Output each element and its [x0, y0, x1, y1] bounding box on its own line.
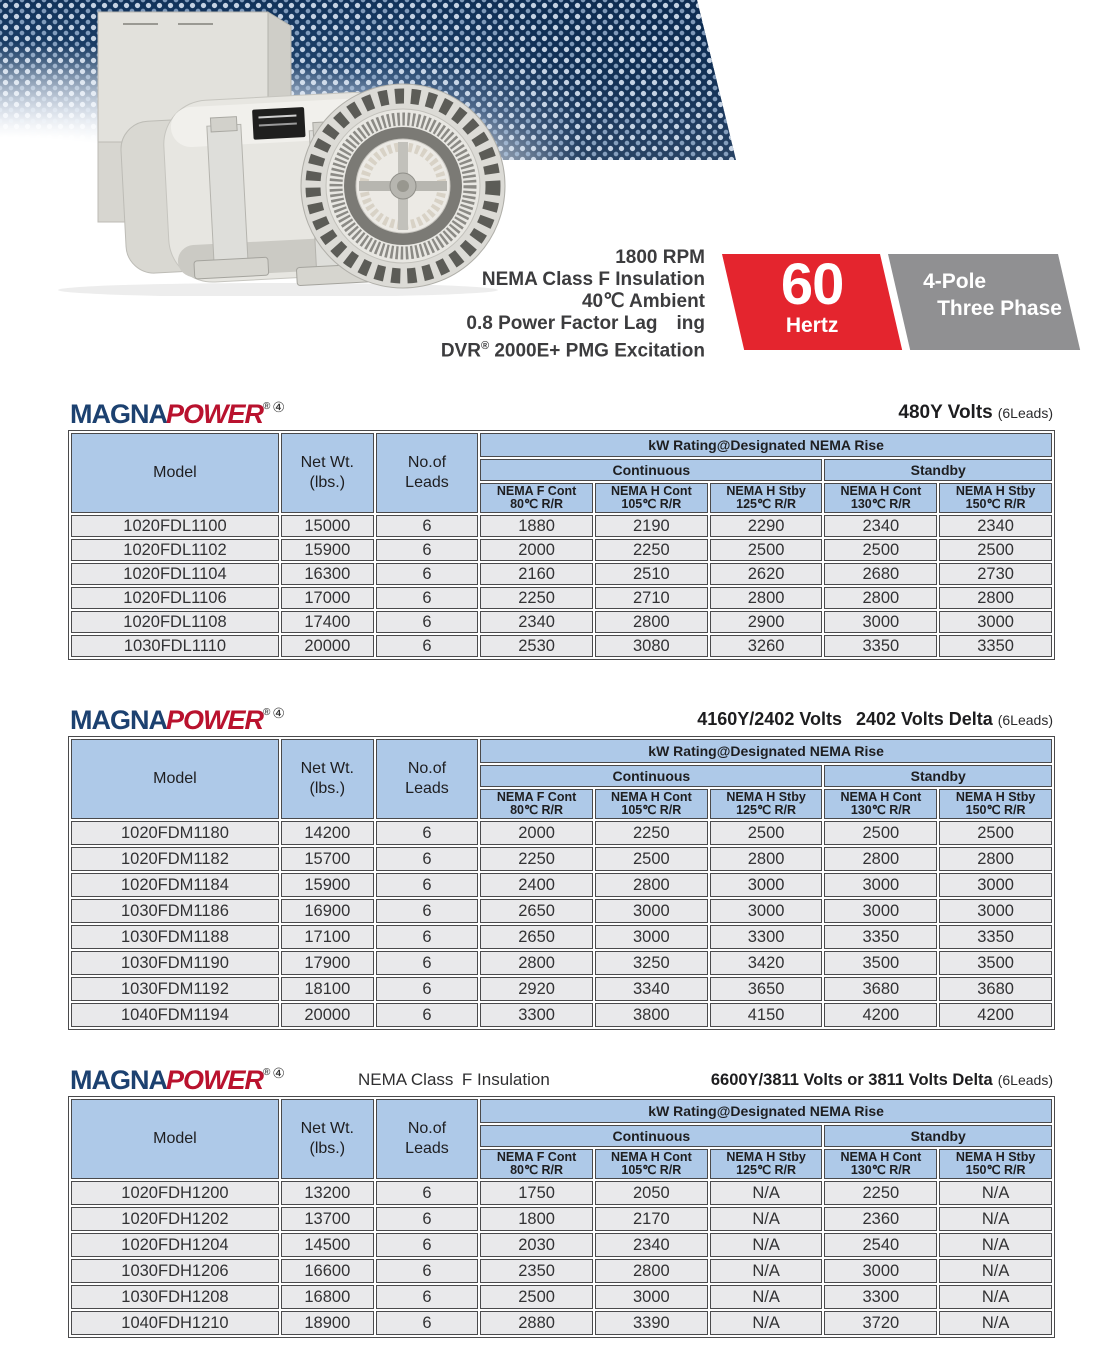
col-header-nema-rating: NEMA H Stby 150℃ R/R: [939, 789, 1052, 819]
model-cell: 1020FDL1100: [71, 515, 279, 537]
value-cell: 2510: [595, 563, 708, 585]
table-row: [71, 1003, 1052, 1027]
value-cell: 3000: [595, 1285, 708, 1309]
value-cell: 2250: [480, 847, 593, 871]
value-cell: 2800: [595, 611, 708, 633]
col-header-model: Model: [71, 739, 279, 819]
value-cell: 2400: [480, 873, 593, 897]
logo-circled-4: ④: [272, 1065, 285, 1081]
value-cell: 3000: [939, 899, 1052, 923]
value-cell: 3420: [710, 951, 823, 975]
value-cell: 16800: [281, 1285, 374, 1309]
value-cell: 2650: [480, 899, 593, 923]
value-cell: 6: [376, 1207, 479, 1231]
value-cell: 3340: [595, 977, 708, 1001]
col-header-nema-rating: NEMA H Cont 130℃ R/R: [824, 483, 937, 513]
model-cell: 1030FDM1190: [71, 951, 279, 975]
value-cell: 2350: [480, 1259, 593, 1283]
value-cell: 3350: [824, 925, 937, 949]
table-row: [71, 1311, 1052, 1335]
value-cell: 3000: [824, 873, 937, 897]
value-cell: 3000: [824, 611, 937, 633]
logo-registered-mark: ®: [263, 401, 271, 412]
header-kw-rating: kW Rating@Designated NEMA Rise: [480, 739, 1052, 763]
voltage-title: [898, 402, 1053, 424]
value-cell: 2800: [824, 847, 937, 871]
value-cell: 6: [376, 1311, 479, 1335]
logo-circled-4: ④: [272, 705, 285, 721]
value-cell: 2540: [824, 1233, 937, 1257]
voltage-title: [711, 1071, 1053, 1090]
logo-power: POWER: [166, 399, 264, 429]
model-cell: 1020FDL1106: [71, 587, 279, 609]
spec-block: [441, 247, 705, 362]
value-cell: 4200: [939, 1003, 1052, 1027]
value-cell: 2650: [480, 925, 593, 949]
table-row: [71, 1207, 1052, 1231]
value-cell: 2030: [480, 1233, 593, 1257]
value-cell: 2500: [939, 821, 1052, 845]
table-row: [71, 635, 1052, 657]
value-cell: 3000: [710, 873, 823, 897]
logo-power: POWER: [166, 705, 264, 735]
value-cell: 13200: [281, 1181, 374, 1205]
header-row-1: [71, 1099, 1052, 1123]
logo-registered-mark: ®: [263, 1067, 271, 1078]
value-cell: 3300: [824, 1285, 937, 1309]
value-cell: N/A: [939, 1207, 1052, 1231]
col-header-leads: No.of Leads: [376, 1099, 479, 1179]
value-cell: N/A: [939, 1285, 1052, 1309]
value-cell: 2500: [710, 539, 823, 561]
spec-line: NEMA Class F Insulation: [481, 269, 705, 290]
model-cell: 1030FDM1188: [71, 925, 279, 949]
value-cell: N/A: [710, 1181, 823, 1205]
value-cell: N/A: [710, 1285, 823, 1309]
hertz-value: 60: [780, 252, 844, 317]
pole-line1: 4-Pole: [923, 270, 987, 293]
value-cell: 17900: [281, 951, 374, 975]
table-row: [71, 977, 1052, 1001]
col-header-nema-rating: NEMA H Stby 125℃ R/R: [710, 789, 823, 819]
value-cell: 2920: [480, 977, 593, 1001]
model-cell: 1030FDH1206: [71, 1259, 279, 1283]
section-480y: [68, 392, 1055, 660]
value-cell: 2250: [595, 539, 708, 561]
value-cell: 16900: [281, 899, 374, 923]
section-head: [68, 392, 1055, 430]
value-cell: 17000: [281, 587, 374, 609]
value-cell: 2250: [480, 587, 593, 609]
value-cell: 6: [376, 563, 479, 585]
value-cell: 2800: [824, 587, 937, 609]
value-cell: 13700: [281, 1207, 374, 1231]
value-cell: 2500: [939, 539, 1052, 561]
value-cell: N/A: [939, 1181, 1052, 1205]
value-cell: N/A: [939, 1311, 1052, 1335]
value-cell: 15700: [281, 847, 374, 871]
value-cell: 2500: [595, 847, 708, 871]
spec-line-list: [441, 247, 705, 335]
leads-note: (6Leads): [997, 712, 1053, 728]
ratings-table-4160y-frame: [68, 736, 1055, 1030]
value-cell: 2730: [939, 563, 1052, 585]
col-header-model: Model: [71, 1099, 279, 1179]
model-cell: 1020FDL1102: [71, 539, 279, 561]
value-cell: 3000: [595, 925, 708, 949]
pole-line2: Three Phase: [937, 297, 1062, 320]
value-cell: 3000: [595, 899, 708, 923]
value-cell: 6: [376, 635, 479, 657]
value-cell: 2620: [710, 563, 823, 585]
magnapower-logo: [70, 1059, 285, 1094]
spec-line: 40℃ Ambient: [581, 291, 705, 312]
value-cell: 6: [376, 821, 479, 845]
dvr-text: DVR: [440, 340, 481, 362]
table-row: [71, 925, 1052, 949]
model-cell: 1020FDH1202: [71, 1207, 279, 1231]
value-cell: 3000: [824, 1259, 937, 1283]
table-row: [71, 899, 1052, 923]
model-cell: 1040FDM1194: [71, 1003, 279, 1027]
section-6600y: [68, 1058, 1055, 1338]
header-continuous: Continuous: [480, 1125, 822, 1147]
value-cell: 2340: [824, 515, 937, 537]
model-cell: 1020FDM1182: [71, 847, 279, 871]
value-cell: 2710: [595, 587, 708, 609]
value-cell: 2250: [824, 1181, 937, 1205]
value-cell: 6: [376, 847, 479, 871]
model-cell: 1020FDH1204: [71, 1233, 279, 1257]
value-cell: 3000: [710, 899, 823, 923]
col-header-net-weight: Net Wt. (lbs.): [281, 739, 374, 819]
col-header-net-weight: Net Wt. (lbs.): [281, 433, 374, 513]
value-cell: 2170: [595, 1207, 708, 1231]
value-cell: 17100: [281, 925, 374, 949]
logo-registered-mark: ®: [263, 707, 271, 718]
value-cell: 2800: [480, 951, 593, 975]
value-cell: 16300: [281, 563, 374, 585]
col-header-nema-rating: NEMA F Cont 80℃ R/R: [480, 789, 593, 819]
table-row: [71, 539, 1052, 561]
value-cell: 6: [376, 899, 479, 923]
value-cell: 2900: [710, 611, 823, 633]
section-head: [68, 1058, 1055, 1096]
value-cell: N/A: [710, 1259, 823, 1283]
value-cell: 3350: [939, 635, 1052, 657]
table-row: [71, 611, 1052, 633]
header-standby: Standby: [824, 765, 1052, 787]
value-cell: 2360: [824, 1207, 937, 1231]
magnapower-logo: [70, 699, 285, 734]
value-cell: 17400: [281, 611, 374, 633]
pole-badge-inner: [899, 254, 1069, 350]
table-row: [71, 873, 1052, 897]
value-cell: 6: [376, 977, 479, 1001]
value-cell: 3000: [824, 899, 937, 923]
value-cell: 2530: [480, 635, 593, 657]
value-cell: 3650: [710, 977, 823, 1001]
value-cell: 6: [376, 539, 479, 561]
value-cell: N/A: [710, 1207, 823, 1231]
model-cell: 1020FDM1180: [71, 821, 279, 845]
header-kw-rating: kW Rating@Designated NEMA Rise: [480, 433, 1052, 457]
col-header-leads: No.of Leads: [376, 433, 479, 513]
table-row: [71, 515, 1052, 537]
voltage-title-text: 480Y Volts: [898, 402, 993, 423]
table-row: [71, 821, 1052, 845]
value-cell: 3350: [939, 925, 1052, 949]
value-cell: 6: [376, 925, 479, 949]
value-cell: 2500: [710, 821, 823, 845]
value-cell: 2500: [824, 539, 937, 561]
col-header-nema-rating: NEMA F Cont 80℃ R/R: [480, 1149, 593, 1179]
value-cell: 2800: [939, 847, 1052, 871]
value-cell: 2250: [595, 821, 708, 845]
value-cell: 3000: [939, 611, 1052, 633]
spec-line: 0.8 Power Factor Lag ing: [466, 313, 705, 334]
value-cell: 18100: [281, 977, 374, 1001]
header-kw-rating: kW Rating@Designated NEMA Rise: [480, 1099, 1052, 1123]
logo-magna: MAGNA: [70, 399, 167, 429]
value-cell: N/A: [939, 1259, 1052, 1283]
logo-circled-4: ④: [272, 399, 285, 415]
model-cell: 1030FDM1186: [71, 899, 279, 923]
value-cell: 14500: [281, 1233, 374, 1257]
value-cell: 2800: [595, 1259, 708, 1283]
value-cell: 2500: [824, 821, 937, 845]
col-header-nema-rating: NEMA H Cont 105℃ R/R: [595, 789, 708, 819]
header-row-1: [71, 433, 1052, 457]
header-continuous: Continuous: [480, 459, 822, 481]
leads-note: (6Leads): [997, 1072, 1053, 1088]
value-cell: 6: [376, 587, 479, 609]
hertz-badge-inner: [733, 254, 891, 350]
value-cell: 6: [376, 1259, 479, 1283]
spec-line: 1800 RPM: [615, 247, 705, 268]
value-cell: 6: [376, 873, 479, 897]
value-cell: 15900: [281, 873, 374, 897]
value-cell: 1800: [480, 1207, 593, 1231]
table-row: [71, 1181, 1052, 1205]
spec-line-dvr: [441, 335, 705, 362]
value-cell: 18900: [281, 1311, 374, 1335]
model-cell: 1020FDL1108: [71, 611, 279, 633]
table-row: [71, 847, 1052, 871]
value-cell: 6: [376, 515, 479, 537]
value-cell: 1880: [480, 515, 593, 537]
value-cell: 6: [376, 611, 479, 633]
col-header-nema-rating: NEMA H Stby 125℃ R/R: [710, 483, 823, 513]
value-cell: 2680: [824, 563, 937, 585]
table-body: [71, 1181, 1052, 1335]
header-continuous: Continuous: [480, 765, 822, 787]
value-cell: N/A: [710, 1311, 823, 1335]
col-header-nema-rating: NEMA H Cont 130℃ R/R: [824, 789, 937, 819]
value-cell: 2340: [480, 611, 593, 633]
ratings-table-6600y-frame: [68, 1096, 1055, 1338]
voltage-title: [697, 709, 1053, 730]
voltage-title-text: 6600Y/3811 Volts or 3811 Volts Delta: [710, 1071, 993, 1089]
value-cell: 3720: [824, 1311, 937, 1335]
pole-badge: [888, 254, 1080, 350]
ratings-table-4160y: [69, 737, 1054, 1029]
value-cell: 2160: [480, 563, 593, 585]
value-cell: 2340: [939, 515, 1052, 537]
value-cell: 3680: [824, 977, 937, 1001]
table-header: [71, 433, 1052, 513]
value-cell: 3390: [595, 1311, 708, 1335]
value-cell: 14200: [281, 821, 374, 845]
table-row: [71, 1233, 1052, 1257]
hertz-unit: Hertz: [785, 314, 839, 337]
model-cell: 1040FDH1210: [71, 1311, 279, 1335]
value-cell: 2290: [710, 515, 823, 537]
table-row: [71, 1259, 1052, 1283]
value-cell: 2340: [595, 1233, 708, 1257]
value-cell: 3300: [710, 925, 823, 949]
model-cell: 1020FDH1200: [71, 1181, 279, 1205]
header-standby: Standby: [824, 1125, 1052, 1147]
section-4160y: [68, 698, 1055, 1030]
col-header-model: Model: [71, 433, 279, 513]
value-cell: 2050: [595, 1181, 708, 1205]
table-row: [71, 1285, 1052, 1309]
value-cell: 3260: [710, 635, 823, 657]
table-body: [71, 515, 1052, 657]
value-cell: 2000: [480, 539, 593, 561]
value-cell: 6: [376, 1181, 479, 1205]
model-cell: 1030FDM1192: [71, 977, 279, 1001]
value-cell: 6: [376, 1003, 479, 1027]
value-cell: 15900: [281, 539, 374, 561]
table-row: [71, 951, 1052, 975]
model-cell: 1020FDL1104: [71, 563, 279, 585]
magnapower-logo: [70, 393, 285, 428]
ratings-table-480y: [69, 431, 1054, 659]
table-body: [71, 821, 1052, 1027]
col-header-nema-rating: NEMA F Cont 80℃ R/R: [480, 483, 593, 513]
model-cell: 1030FDL1110: [71, 635, 279, 657]
col-header-nema-rating: NEMA H Stby 125℃ R/R: [710, 1149, 823, 1179]
hertz-badge: [722, 254, 902, 350]
value-cell: 3350: [824, 635, 937, 657]
value-cell: 4200: [824, 1003, 937, 1027]
table-header: [71, 739, 1052, 819]
col-header-nema-rating: NEMA H Cont 130℃ R/R: [824, 1149, 937, 1179]
value-cell: N/A: [710, 1233, 823, 1257]
value-cell: 3500: [939, 951, 1052, 975]
insulation-class-label: NEMA Class F Insulation: [358, 1070, 550, 1089]
ratings-table-6600y: [69, 1097, 1054, 1337]
model-cell: 1030FDH1208: [71, 1285, 279, 1309]
value-cell: 2880: [480, 1311, 593, 1335]
value-cell: 2500: [480, 1285, 593, 1309]
col-header-nema-rating: NEMA H Stby 150℃ R/R: [939, 483, 1052, 513]
col-header-nema-rating: NEMA H Cont 105℃ R/R: [595, 1149, 708, 1179]
value-cell: 2000: [480, 821, 593, 845]
value-cell: 3250: [595, 951, 708, 975]
value-cell: 20000: [281, 1003, 374, 1027]
logo-magna: MAGNA: [70, 705, 167, 735]
value-cell: 4150: [710, 1003, 823, 1027]
leads-note: (6Leads): [997, 405, 1053, 421]
value-cell: 2190: [595, 515, 708, 537]
value-cell: 6: [376, 1285, 479, 1309]
value-cell: 16600: [281, 1259, 374, 1283]
col-header-nema-rating: NEMA H Stby 150℃ R/R: [939, 1149, 1052, 1179]
table-row: [71, 563, 1052, 585]
header-row-1: [71, 739, 1052, 763]
value-cell: 2800: [939, 587, 1052, 609]
value-cell: 3080: [595, 635, 708, 657]
value-cell: 3500: [824, 951, 937, 975]
value-cell: N/A: [939, 1233, 1052, 1257]
table-header: [71, 1099, 1052, 1179]
value-cell: 3680: [939, 977, 1052, 1001]
voltage-title-text: 4160Y/2402 Volts 2402 Volts Delta: [697, 709, 993, 729]
dvr-suffix-text: 2000E+ PMG Excitation: [489, 340, 705, 362]
value-cell: 2800: [710, 587, 823, 609]
value-cell: 6: [376, 1233, 479, 1257]
value-cell: 3800: [595, 1003, 708, 1027]
table-row: [71, 587, 1052, 609]
value-cell: 2800: [595, 873, 708, 897]
col-header-leads: No.of Leads: [376, 739, 479, 819]
registered-mark: ®: [480, 340, 490, 352]
model-cell: 1020FDM1184: [71, 873, 279, 897]
header-standby: Standby: [824, 459, 1052, 481]
logo-power: POWER: [166, 1065, 264, 1095]
value-cell: 3300: [480, 1003, 593, 1027]
value-cell: 20000: [281, 635, 374, 657]
logo-magna: MAGNA: [70, 1065, 167, 1095]
value-cell: 6: [376, 951, 479, 975]
col-header-net-weight: Net Wt. (lbs.): [281, 1099, 374, 1179]
generator-photo: [28, 4, 508, 296]
section-head: [68, 698, 1055, 736]
value-cell: 1750: [480, 1181, 593, 1205]
col-header-nema-rating: NEMA H Cont 105℃ R/R: [595, 483, 708, 513]
ratings-table-480y-frame: [68, 430, 1055, 660]
value-cell: 2800: [710, 847, 823, 871]
value-cell: 15000: [281, 515, 374, 537]
value-cell: 3000: [939, 873, 1052, 897]
